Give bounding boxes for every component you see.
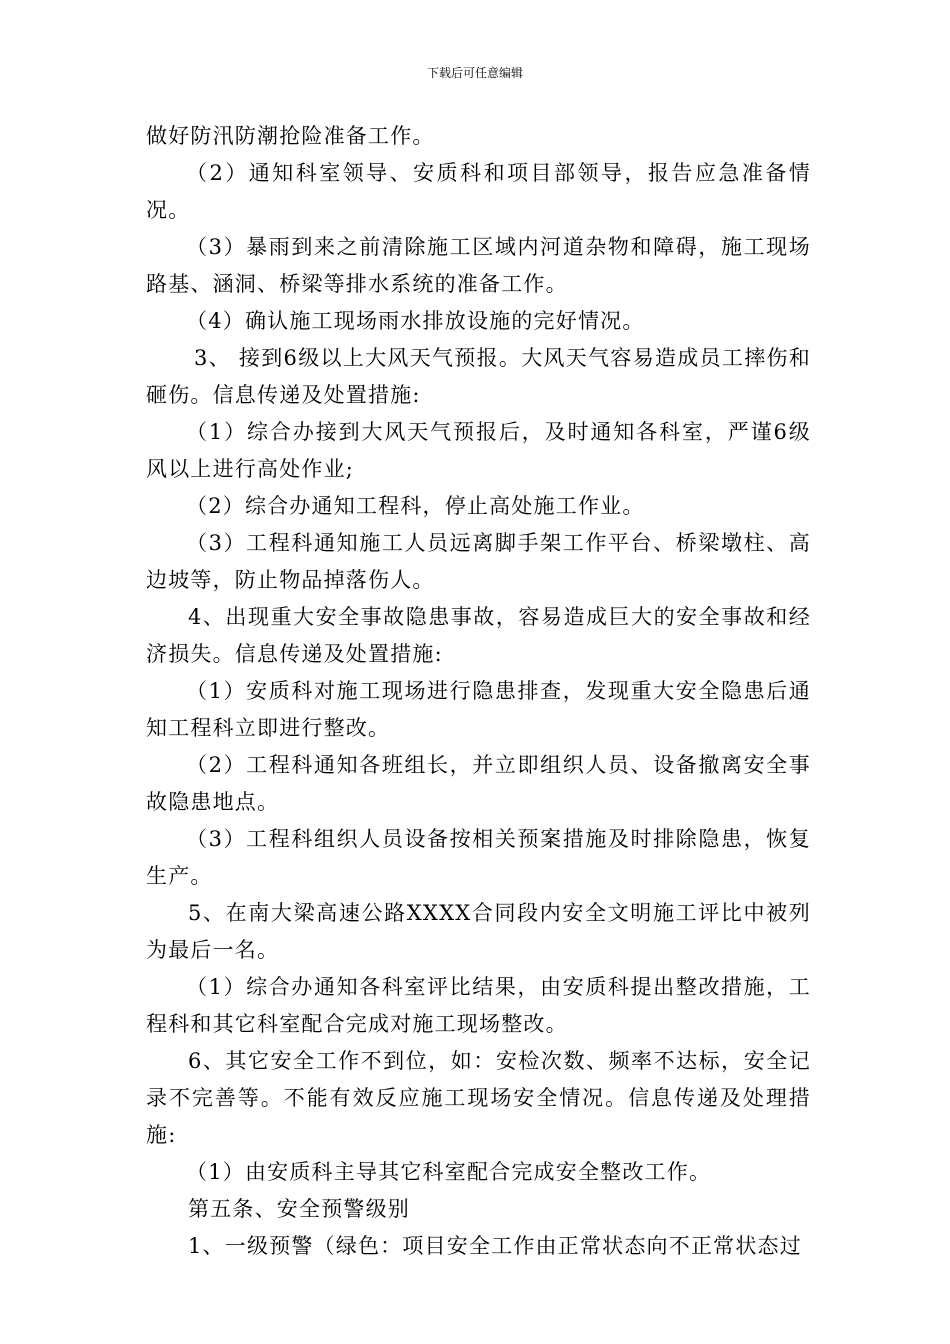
section-heading: 第五条、安全预警级别 (188, 1197, 410, 1221)
paragraph: （3）工程科组织人员设备按相关预案措施及时排除隐患，恢复生产。 (146, 827, 811, 888)
paragraph: 5、在南大梁高速公路XXXX合同段内安全文明施工评比中被列为最后一名。 (146, 901, 811, 962)
paragraph: （3）工程科通知施工人员远离脚手架工作平台、桥梁墩柱、高边坡等，防止物品掉落伤人。 (146, 531, 811, 592)
paragraph: （1）由安质科主导其它科室配合完成安全整改工作。 (186, 1160, 712, 1184)
paragraph: （2）工程科通知各班组长，并立即组织人员、设备撤离安全事故隐患地点。 (146, 753, 811, 814)
paragraph: （2）通知科室领导、安质科和项目部领导，报告应急准备情况。 (146, 161, 811, 222)
document-body (146, 118, 811, 1265)
paragraph: （1）综合办接到大风天气预报后，及时通知各科室，严谨6级风以上进行高处作业; (146, 420, 811, 481)
paragraph: 做好防汛防潮抢险准备工作。 (146, 124, 435, 148)
paragraph: 1、一级预警（绿色：项目安全工作由正常状态向不正常状态过 (188, 1234, 802, 1258)
page-header: 下载后可任意编辑 (426, 66, 523, 80)
paragraph: （3）暴雨到来之前清除施工区域内河道杂物和障碍，施工现场路基、涵洞、桥梁等排水系统的准备工作。 (146, 235, 811, 296)
paragraph: （1）安质科对施工现场进行隐患排查，发现重大安全隐患后通知工程科立即进行整改。 (146, 679, 811, 740)
paragraph: 4、出现重大安全事故隐患事故，容易造成巨大的安全事故和经济损失。信息传递及处置措施: (146, 605, 811, 666)
paragraph: 6、其它安全工作不到位，如：安检次数、频率不达标，安全记录不完善等。不能有效反应施工现场安全情况。信息传递及处理措施: (146, 1049, 811, 1147)
paragraph: （1）综合办通知各科室评比结果，由安质科提出整改措施，工程科和其它科室配合完成对施工现场整改。 (146, 975, 811, 1036)
paragraph: （2）综合办通知工程科，停止高处施工作业。 (186, 494, 645, 518)
paragraph: （4）确认施工现场雨水排放设施的完好情况。 (186, 309, 645, 333)
paragraph: 3、 接到6级以上大风天气预报。大风天气容易造成员工摔伤和砸伤。信息传递及处置措施: (146, 346, 811, 407)
